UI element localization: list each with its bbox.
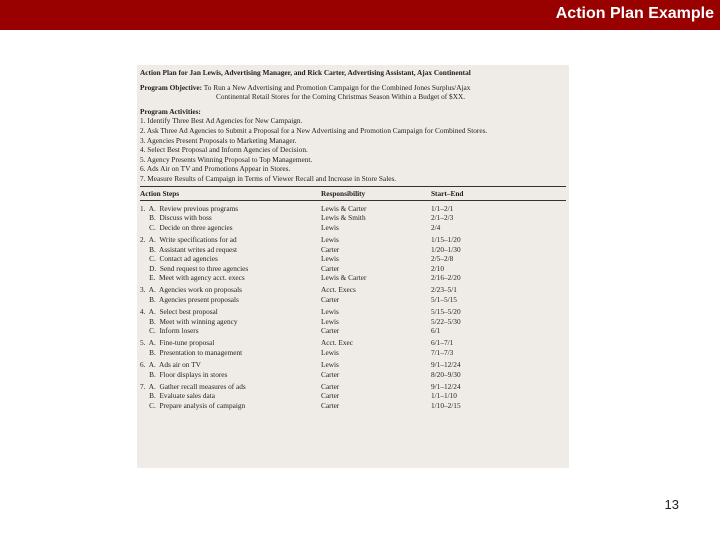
step-group: [140, 307, 566, 336]
start-end-cell: 5/15–5/20: [431, 307, 461, 317]
divider: [140, 186, 566, 187]
responsibility-cell: Lewis & Carter: [321, 273, 367, 283]
table-row: [140, 245, 566, 255]
activities-list: [140, 116, 566, 183]
action-step-cell: B. Agencies present proposals: [140, 294, 239, 304]
action-plan-document: [137, 65, 569, 468]
responsibility-cell: Lewis & Smith: [321, 213, 366, 223]
table-row: [140, 204, 566, 214]
responsibility-cell: Carter: [321, 263, 340, 273]
start-end-cell: 2/1–2/3: [431, 213, 454, 223]
step-group: [140, 285, 566, 304]
responsibility-cell: Carter: [321, 326, 340, 336]
table-row: [140, 264, 566, 274]
table-row: [140, 317, 566, 327]
action-steps-table: [140, 204, 566, 411]
table-row: [140, 326, 566, 336]
action-step-cell: C. Inform losers: [140, 326, 199, 336]
activity-item: 6. Ads Air on TV and Promotions Appear in Stores.: [140, 164, 291, 174]
start-end-cell: 5/22–5/30: [431, 316, 461, 326]
action-step-cell: 2. A. Write specifications for ad: [140, 234, 237, 244]
action-step-cell: C. Contact ad agencies: [140, 254, 218, 264]
title-bar: [0, 0, 720, 30]
start-end-cell: 1/1–1/10: [431, 391, 457, 401]
responsibility-cell: Lewis: [321, 254, 339, 264]
column-header-responsibility: Responsibility: [321, 188, 366, 198]
start-end-cell: 9/1–12/24: [431, 381, 461, 391]
action-step-cell: B. Meet with winning agency: [140, 316, 238, 326]
table-row: [140, 360, 566, 370]
action-step-cell: 4. A. Select best proposal: [140, 307, 218, 317]
step-group: [140, 204, 566, 233]
activity-item: 7. Measure Results of Campaign in Terms of Viewer Recall and Increase in Store Sales.: [140, 173, 397, 183]
action-step-cell: B. Assistant writes ad request: [140, 244, 238, 254]
table-row: [140, 285, 566, 295]
table-row: [140, 338, 566, 348]
start-end-cell: 2/16–2/20: [431, 273, 461, 283]
responsibility-cell: Carter: [321, 294, 340, 304]
table-header: [140, 189, 566, 199]
start-end-cell: 5/1–5/15: [431, 294, 457, 304]
table-row: [140, 273, 566, 283]
start-end-cell: 2/10: [431, 263, 444, 273]
document-content: [140, 68, 566, 411]
slide-title: Action Plan Example: [555, 5, 714, 22]
start-end-cell: 9/1–12/24: [431, 360, 461, 370]
page-number: 13: [664, 497, 679, 512]
start-end-cell: 2/5–2/8: [431, 254, 454, 264]
column-header-start-end: Start–End: [431, 188, 464, 198]
activity-item: 4. Select Best Proposal and Inform Agencies of Decision.: [140, 145, 308, 155]
start-end-cell: 1/15–1/20: [431, 234, 461, 244]
responsibility-cell: Carter: [321, 369, 340, 379]
activity-item: 2. Ask Three Ad Agencies to Submit a Proposal for a New Advertising and Promotion Campaign for Combined Stores.: [140, 125, 488, 135]
responsibility-cell: Lewis: [321, 347, 339, 357]
objective-line-2: Continental Retail Stores for the Coming Christmas Season Within a Budget of $XX.: [216, 92, 466, 102]
responsibility-cell: Lewis: [321, 316, 339, 326]
action-step-cell: 3. A. Agencies work on proposals: [140, 285, 242, 295]
table-row: [140, 235, 566, 245]
responsibility-cell: Lewis: [321, 360, 339, 370]
step-group: [140, 382, 566, 411]
activity-item: 5. Agency Presents Winning Proposal to Top Management.: [140, 154, 313, 164]
start-end-cell: 1/10–2/15: [431, 400, 461, 410]
table-row: [140, 401, 566, 411]
table-row: [140, 382, 566, 392]
table-row: [140, 254, 566, 264]
table-row: [140, 213, 566, 223]
action-step-cell: C. Decide on three agencies: [140, 222, 233, 232]
step-group: [140, 338, 566, 357]
objective-line-1: To Run a New Advertising and Promotion Campaign for the Combined Jones Surplus/Ajax: [203, 82, 471, 92]
responsibility-cell: Lewis & Carter: [321, 203, 367, 213]
table-row: [140, 223, 566, 233]
activity-item: 3. Agencies Present Proposals to Marketing Manager.: [140, 135, 297, 145]
responsibility-cell: Lewis: [321, 234, 339, 244]
objective: [140, 83, 566, 93]
activity-item: 1. Identify Three Best Ad Agencies for New Campaign.: [140, 116, 303, 126]
step-group: [140, 235, 566, 283]
responsibility-cell: Carter: [321, 244, 340, 254]
responsibility-cell: Lewis: [321, 222, 339, 232]
start-end-cell: 1/20–1/30: [431, 244, 461, 254]
table-row: [140, 307, 566, 317]
column-header-action-steps: Action Steps: [140, 188, 180, 198]
action-step-cell: B. Presentation to management: [140, 347, 243, 357]
action-step-cell: C. Prepare analysis of campaign: [140, 400, 246, 410]
start-end-cell: 7/1–7/3: [431, 347, 454, 357]
document-header: Action Plan for Jan Lewis, Advertising Manager, and Rick Carter, Advertising Assistant, Ajax Continental: [140, 68, 471, 77]
action-step-cell: B. Discuss with boss: [140, 213, 212, 223]
responsibility-cell: Carter: [321, 400, 340, 410]
responsibility-cell: Carter: [321, 381, 340, 391]
action-step-cell: E. Meet with agency acct. execs: [140, 273, 245, 283]
action-step-cell: 6. A. Ads air on TV: [140, 360, 201, 370]
start-end-cell: 1/1–2/1: [431, 203, 454, 213]
step-group: [140, 360, 566, 379]
action-step-cell: D. Send request to three agencies: [140, 263, 249, 273]
objective-label: Program Objective:: [140, 82, 203, 92]
start-end-cell: 2/4: [431, 222, 441, 232]
table-row: [140, 295, 566, 305]
start-end-cell: 6/1–7/1: [431, 338, 454, 348]
start-end-cell: 8/20–9/30: [431, 369, 461, 379]
table-row: [140, 391, 566, 401]
responsibility-cell: Acct. Exec: [321, 338, 354, 348]
action-step-cell: B. Evaluate sales data: [140, 391, 215, 401]
action-step-cell: 7. A. Gather recall measures of ads: [140, 381, 246, 391]
action-step-cell: 1. A. Review previous programs: [140, 203, 239, 213]
divider: [140, 200, 566, 201]
start-end-cell: 6/1: [431, 326, 441, 336]
action-step-cell: 5. A. Fine-tune proposal: [140, 338, 215, 348]
activities-label: Program Activities:: [140, 106, 201, 116]
responsibility-cell: Carter: [321, 391, 340, 401]
action-step-cell: B. Floor displays in stores: [140, 369, 228, 379]
start-end-cell: 2/23–5/1: [431, 285, 457, 295]
table-row: [140, 348, 566, 358]
responsibility-cell: Acct. Execs: [321, 285, 356, 295]
table-row: [140, 370, 566, 380]
responsibility-cell: Lewis: [321, 307, 339, 317]
